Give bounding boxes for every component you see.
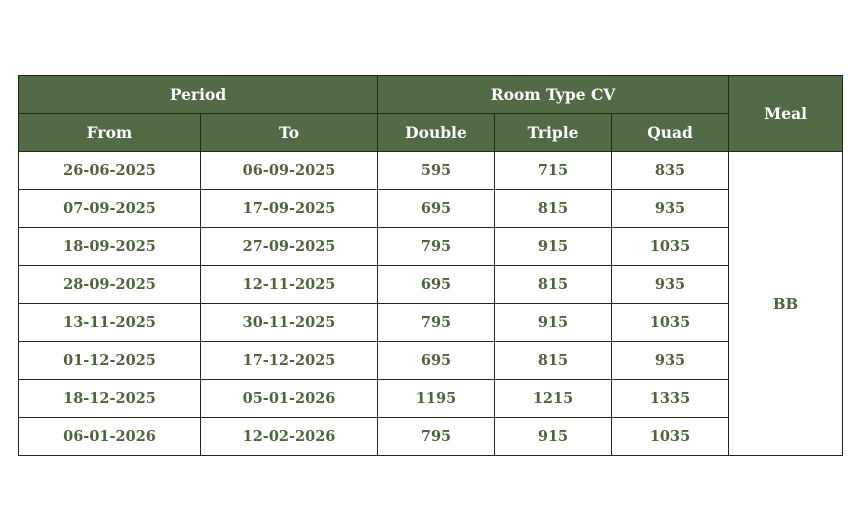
cell-from: 07-09-2025 xyxy=(19,190,201,228)
header-row-columns xyxy=(19,114,843,152)
cell-from: 26-06-2025 xyxy=(19,152,201,190)
header-quad: Quad xyxy=(612,114,729,152)
cell-to: 12-11-2025 xyxy=(201,266,378,304)
table-row xyxy=(19,266,843,304)
cell-quad: 1035 xyxy=(612,304,729,342)
table-body xyxy=(19,152,843,456)
header-from: From xyxy=(19,114,201,152)
cell-quad: 935 xyxy=(612,342,729,380)
cell-triple: 815 xyxy=(495,266,612,304)
header-to: To xyxy=(201,114,378,152)
header-period: Period xyxy=(19,76,378,114)
table-row xyxy=(19,304,843,342)
cell-from: 13-11-2025 xyxy=(19,304,201,342)
cell-to: 06-09-2025 xyxy=(201,152,378,190)
cell-double: 795 xyxy=(378,228,495,266)
cell-from: 18-09-2025 xyxy=(19,228,201,266)
cell-triple: 1215 xyxy=(495,380,612,418)
cell-double: 795 xyxy=(378,418,495,456)
cell-triple: 715 xyxy=(495,152,612,190)
cell-triple: 815 xyxy=(495,342,612,380)
cell-to: 05-01-2026 xyxy=(201,380,378,418)
cell-quad: 935 xyxy=(612,190,729,228)
cell-double: 595 xyxy=(378,152,495,190)
header-room-type: Room Type CV xyxy=(378,76,729,114)
cell-from: 28-09-2025 xyxy=(19,266,201,304)
cell-from: 01-12-2025 xyxy=(19,342,201,380)
header-row-groups xyxy=(19,76,843,114)
header-meal: Meal xyxy=(729,76,843,152)
cell-double: 695 xyxy=(378,190,495,228)
cell-triple: 815 xyxy=(495,190,612,228)
cell-quad: 835 xyxy=(612,152,729,190)
rates-table xyxy=(18,75,843,456)
table-row xyxy=(19,190,843,228)
cell-from: 18-12-2025 xyxy=(19,380,201,418)
cell-meal: BB xyxy=(729,152,843,456)
cell-to: 30-11-2025 xyxy=(201,304,378,342)
cell-to: 27-09-2025 xyxy=(201,228,378,266)
table-row xyxy=(19,152,843,190)
cell-to: 17-12-2025 xyxy=(201,342,378,380)
cell-quad: 935 xyxy=(612,266,729,304)
cell-quad: 1035 xyxy=(612,418,729,456)
cell-double: 795 xyxy=(378,304,495,342)
header-triple: Triple xyxy=(495,114,612,152)
header-double: Double xyxy=(378,114,495,152)
table-row xyxy=(19,228,843,266)
cell-double: 695 xyxy=(378,342,495,380)
cell-double: 1195 xyxy=(378,380,495,418)
table-row xyxy=(19,342,843,380)
cell-quad: 1035 xyxy=(612,228,729,266)
cell-from: 06-01-2026 xyxy=(19,418,201,456)
cell-triple: 915 xyxy=(495,304,612,342)
cell-triple: 915 xyxy=(495,228,612,266)
table-row xyxy=(19,418,843,456)
cell-to: 12-02-2026 xyxy=(201,418,378,456)
cell-quad: 1335 xyxy=(612,380,729,418)
table-row xyxy=(19,380,843,418)
cell-double: 695 xyxy=(378,266,495,304)
cell-to: 17-09-2025 xyxy=(201,190,378,228)
table-header xyxy=(19,76,843,152)
cell-triple: 915 xyxy=(495,418,612,456)
